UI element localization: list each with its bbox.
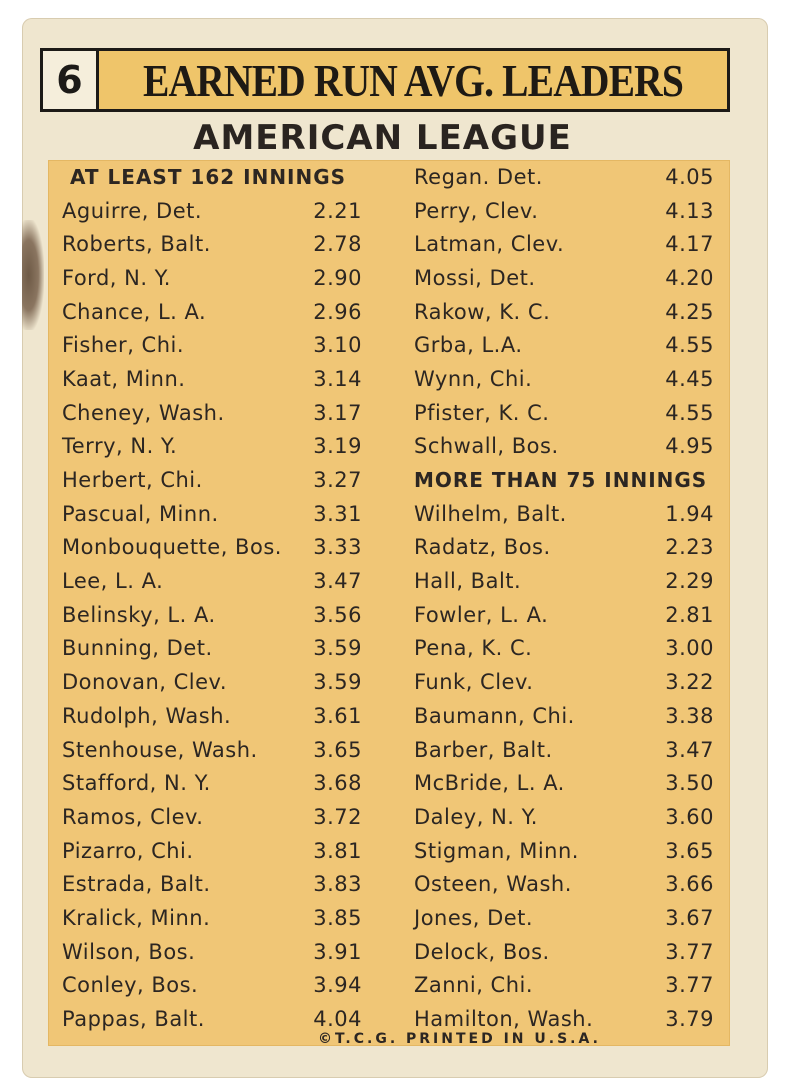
pitcher-name: Pena, K. C. [414,636,533,661]
pitcher-name: Grba, L.A. [414,333,523,358]
pitcher-name: Estrada, Balt. [62,872,211,897]
pitcher-name: Cheney, Wash. [62,400,225,425]
pitcher-name: Stigman, Minn. [414,838,579,863]
leader-row [62,766,362,800]
era-value: 4.25 [665,299,714,324]
card-stain [22,220,44,330]
leader-row [62,665,362,699]
era-value: 3.91 [313,939,362,964]
era-value: 4.55 [665,333,714,358]
era-value: 2.21 [313,198,362,223]
card-number: 6 [40,48,99,112]
pitcher-name: Stafford, N. Y. [62,771,211,796]
leader-row [62,834,362,868]
pitcher-name: Zanni, Chi. [414,973,534,998]
leader-row [414,733,714,767]
era-value: 3.77 [665,973,714,998]
pitcher-name: Pappas, Balt. [62,1007,205,1032]
pitcher-name: Fisher, Chi. [62,333,185,358]
era-value: 2.90 [313,265,362,290]
pitcher-name: Terry, N. Y. [62,434,178,459]
era-value: 2.81 [665,602,714,627]
pitcher-name: Monbouquette, Bos. [62,535,282,560]
era-value: 4.55 [665,400,714,425]
era-value: 3.47 [313,569,362,594]
era-value: 3.56 [313,602,362,627]
card-title-band [99,48,730,112]
leader-row [62,531,362,565]
era-value: 2.96 [313,299,362,324]
era-value: 3.33 [313,535,362,560]
era-value: 3.72 [313,804,362,829]
leader-row [62,430,362,464]
pitcher-name: Kaat, Minn. [62,366,186,391]
pitcher-name: Delock, Bos. [414,939,550,964]
era-value: 4.17 [665,232,714,257]
pitcher-name: Belinsky, L. A. [62,602,216,627]
pitcher-name: Lee, L. A. [62,569,164,594]
pitcher-name: Wilhelm, Balt. [414,501,567,526]
leader-row [414,564,714,598]
leader-row [414,328,714,362]
pitcher-name: Funk, Clev. [414,670,534,695]
era-value: 3.59 [313,636,362,661]
era-value: 3.17 [313,400,362,425]
era-value: 3.60 [665,804,714,829]
leader-row [414,665,714,699]
pitcher-name: Pascual, Minn. [62,501,219,526]
leader-row [414,531,714,565]
pitcher-name: Donovan, Clev. [62,670,228,695]
era-value: 3.38 [665,703,714,728]
left-column [62,160,362,1036]
pitcher-name: Ramos, Clev. [62,804,204,829]
pitcher-name: Wynn, Chi. [414,366,533,391]
leader-row [62,800,362,834]
era-value: 4.04 [313,1007,362,1032]
leader-row [414,598,714,632]
leader-row [62,699,362,733]
era-value: 3.59 [313,670,362,695]
era-value: 3.61 [313,703,362,728]
era-value: 3.65 [665,838,714,863]
leader-row [414,699,714,733]
leader-row [62,564,362,598]
leader-row [414,632,714,666]
leader-row [414,295,714,329]
pitcher-name: McBride, L. A. [414,771,565,796]
leader-row [62,901,362,935]
pitcher-name: Wilson, Bos. [62,939,196,964]
era-value: 3.31 [313,501,362,526]
pitcher-name: Kralick, Minn. [62,905,211,930]
pitcher-name: Schwall, Bos. [414,434,559,459]
era-value: 2.78 [313,232,362,257]
pitcher-name: Barber, Balt. [414,737,553,762]
era-value: 3.65 [313,737,362,762]
leader-row [414,194,714,228]
pitcher-name: Rudolph, Wash. [62,703,232,728]
pitcher-name: Regan. Det. [414,164,543,189]
era-value: 3.47 [665,737,714,762]
leader-row [414,969,714,1003]
era-value: 4.13 [665,198,714,223]
pitcher-name: Pizarro, Chi. [62,838,194,863]
leader-row [414,396,714,430]
leader-row [414,901,714,935]
leader-row [62,328,362,362]
leader-row [62,733,362,767]
era-value: 4.45 [665,366,714,391]
era-value: 3.66 [665,872,714,897]
pitcher-name: Latman, Clev. [414,232,565,257]
pitcher-name: Hall, Balt. [414,569,522,594]
era-value: 4.95 [665,434,714,459]
leader-row [62,295,362,329]
leader-row [62,396,362,430]
leader-row [414,261,714,295]
pitcher-name: Roberts, Balt. [62,232,211,257]
pitcher-name: Ford, N. Y. [62,265,171,290]
right-column [414,160,714,1036]
pitcher-name: Bunning, Det. [62,636,213,661]
leader-row [414,362,714,396]
section-title-75-innings: MORE THAN 75 INNINGS [414,468,708,493]
card-title: EARNED RUN AVG. LEADERS [143,54,684,106]
era-value: 3.10 [313,333,362,358]
league-heading [0,118,789,158]
era-value: 4.05 [665,164,714,189]
leader-row [414,834,714,868]
leader-row [62,598,362,632]
pitcher-name: Mossi, Det. [414,265,536,290]
leader-row [414,497,714,531]
leader-row [414,430,714,464]
era-value: 3.14 [313,366,362,391]
leader-row [414,935,714,969]
era-value: 2.23 [665,535,714,560]
leader-row [414,160,714,194]
copyright-line: ©T.C.G. PRINTED IN U.S.A. [318,1031,601,1047]
era-value: 3.68 [313,771,362,796]
pitcher-name: Hamilton, Wash. [414,1007,594,1032]
pitcher-name: Fowler, L. A. [414,602,549,627]
leader-row [414,766,714,800]
era-value: 3.81 [313,838,362,863]
pitcher-name: Herbert, Chi. [62,468,203,493]
leader-row [62,463,362,497]
era-value: 3.94 [313,973,362,998]
era-value: 1.94 [665,501,714,526]
pitcher-name: Rakow, K. C. [414,299,551,324]
pitcher-name: Chance, L. A. [62,299,207,324]
era-value: 3.19 [313,434,362,459]
era-value: 3.67 [665,905,714,930]
card-header [40,48,730,112]
leader-row [414,867,714,901]
pitcher-name: Conley, Bos. [62,973,199,998]
pitcher-name: Pfister, K. C. [414,400,550,425]
leader-row [62,867,362,901]
pitcher-name: Daley, N. Y. [414,804,538,829]
era-value: 3.77 [665,939,714,964]
pitcher-name: Aguirre, Det. [62,198,203,223]
era-value: 3.22 [665,670,714,695]
leader-row [62,261,362,295]
leader-row [62,969,362,1003]
league-name: AMERICAN LEAGUE [193,118,572,158]
pitcher-name: Stenhouse, Wash. [62,737,258,762]
leader-row [62,935,362,969]
era-value: 3.00 [665,636,714,661]
leader-row [414,800,714,834]
pitcher-name: Baumann, Chi. [414,703,575,728]
era-value: 3.79 [665,1007,714,1032]
leader-row [414,227,714,261]
leader-row [62,497,362,531]
leader-row [62,194,362,228]
leader-row [62,1002,362,1036]
pitcher-name: Osteen, Wash. [414,872,572,897]
leader-row [62,632,362,666]
era-value: 3.27 [313,468,362,493]
leader-row [62,362,362,396]
pitcher-name: Radatz, Bos. [414,535,551,560]
era-value: 3.83 [313,872,362,897]
leader-row [62,227,362,261]
era-value: 2.29 [665,569,714,594]
era-value: 3.85 [313,905,362,930]
section-title-162-innings: AT LEAST 162 INNINGS [70,164,347,189]
era-value: 3.50 [665,771,714,796]
era-value: 4.20 [665,265,714,290]
pitcher-name: Perry, Clev. [414,198,539,223]
pitcher-name: Jones, Det. [414,905,534,930]
